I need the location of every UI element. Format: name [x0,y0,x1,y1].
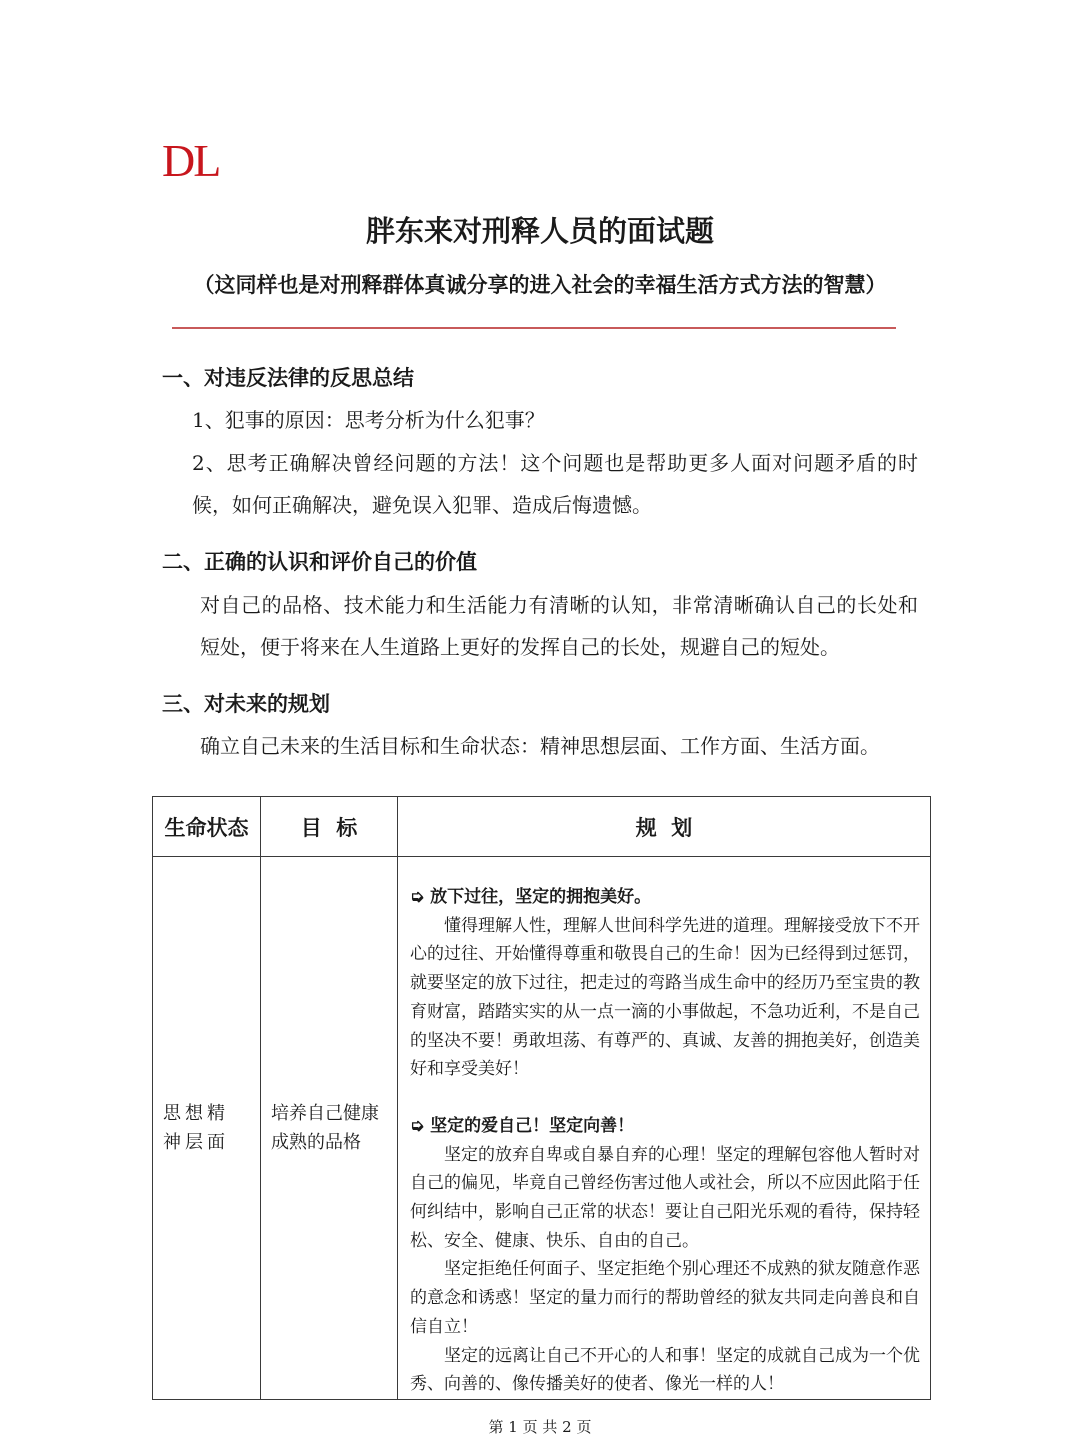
page-subtitle: （这同样也是对刑释群体真诚分享的进入社会的幸福生活方式方法的智慧） [193,272,887,297]
section-heading-3: 三、对未来的规划 [162,691,330,716]
cell-state [153,857,261,1400]
plan-paragraph-3: 坚定拒绝任何面子、坚定拒绝个别心理还不成熟的狱友随意作恶的意念和诱惑！坚定的量力而行的帮助曾经的狱友共同走向善良和自信自立！ [410,1259,920,1337]
plan-paragraph-4: 坚定的远离让自己不开心的人和事！坚定的成就自己成为一个优秀、向善的、像传播美好的使者、像光一样的人！ [410,1345,920,1395]
company-logo: DL [162,135,220,186]
section-heading-1: 一、对违反法律的反思总结 [162,365,414,390]
page-title: 胖东来对刑释人员的面试题 [365,214,714,248]
section-heading-2: 二、正确的认识和评价自己的价值 [162,549,477,574]
plan-subheading-2: ➭ 坚定的爱自己！坚定向善！ [410,1115,635,1136]
plan-paragraph-2: 坚定的放弃自卑或自暴自弃的心理！坚定的理解包容他人暂时对自己的偏见，毕竟自己曾经伤害过他人或社会，所以不应因此陷于任何纠结中，影响自己正常的状态！要让自己阳光乐观的看待，保持轻松、安全、健康、快乐、自由的自己。 [410,1144,920,1251]
section-1-item-1: 1、犯事的原因：思考分析为什么犯事？ [192,408,545,432]
table-row [153,857,931,1400]
table-header-row [153,797,931,857]
header-plan: 规 划 [398,797,931,857]
section-1-item-2: 2、思考正确解决曾经问题的方法！这个问题也是帮助更多人面对问题矛盾的时候，如何正确解决，避免误入犯罪、造成后悔遗憾。 [192,451,918,517]
plan-paragraph-1: 懂得理解人性，理解人世间科学先进的道理。理解接受放下不开心的过往、开始懂得尊重和敬畏自己的生命！因为已经得到过惩罚，就要坚定的放下过往，把走过的弯路当成生命中的经历乃至宝贵的教育财富，踏踏实实的从一点一滴的小事做起，不急功近利，不是自己的坚决不要！勇敢坦荡、有尊严的、真诚、友善的拥抱美好，创造美好和享受美好！ [410,915,920,1080]
plan-table [152,796,931,1400]
header-goal: 目 标 [261,797,398,857]
header-state: 生命状态 [153,797,261,857]
title-divider [172,327,896,329]
page-footer: 第 1 页 共 2 页 [488,1418,592,1436]
section-3-text: 确立自己未来的生活目标和生命状态：精神思想层面、工作方面、生活方面。 [200,734,880,758]
section-2-text: 对自己的品格、技术能力和生活能力有清晰的认知，非常清晰确认自己的长处和短处，便于将来在人生道路上更好的发挥自己的长处，规避自己的短处。 [200,593,918,659]
goal-text: 培养自己健康成熟的品格 [271,1102,379,1153]
state-text: 思想精神层面 [163,1102,229,1153]
plan-subheading-1: ➭ 放下过往，坚定的拥抱美好。 [410,887,652,907]
cell-goal [261,857,398,1400]
cell-plan [398,857,931,1400]
